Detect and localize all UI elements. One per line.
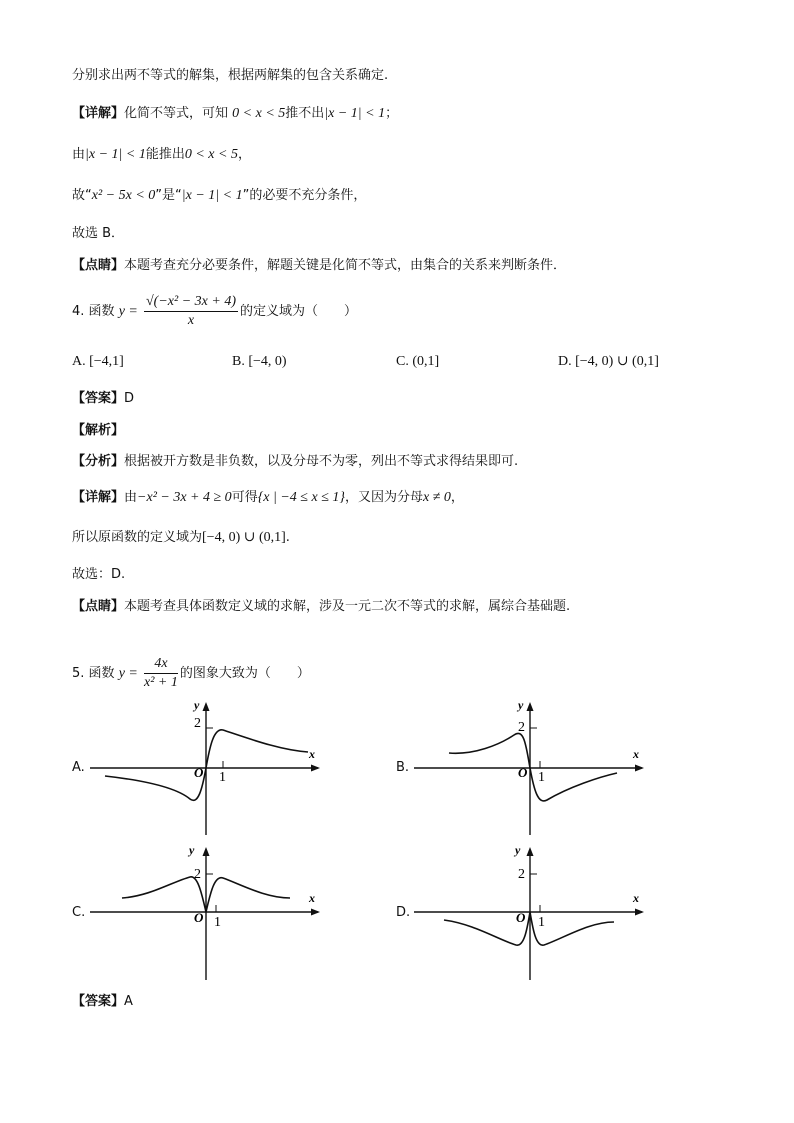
fraction-denominator: x bbox=[187, 313, 195, 328]
graph-b[interactable] bbox=[414, 695, 654, 840]
question-5 bbox=[72, 654, 310, 694]
detail-tag: 【详解】 bbox=[72, 490, 125, 505]
detail-line bbox=[72, 488, 464, 508]
y-axis-label: y bbox=[518, 698, 524, 712]
graph-d[interactable] bbox=[414, 840, 654, 985]
origin-label: O bbox=[194, 910, 204, 925]
x-tick-label: 1 bbox=[214, 915, 221, 930]
graph-c[interactable] bbox=[90, 840, 330, 985]
text-line bbox=[72, 528, 290, 548]
text: ”的必要不充分条件， bbox=[242, 188, 367, 203]
domain: [−4, 0) ∪ (0,1] bbox=[202, 530, 286, 545]
graph-c-label[interactable]: C. bbox=[72, 905, 86, 920]
text: ， bbox=[237, 147, 251, 162]
y-tick-label: 2 bbox=[518, 867, 525, 882]
x-axis-arrow bbox=[311, 909, 320, 916]
text: 可得 bbox=[231, 490, 258, 505]
y-axis-label: y bbox=[194, 698, 200, 712]
x-axis-label: x bbox=[309, 891, 315, 905]
curve bbox=[444, 912, 614, 945]
fraction bbox=[144, 294, 238, 329]
text: 所以原函数的定义域为 bbox=[72, 530, 203, 545]
detail-line bbox=[72, 104, 398, 124]
text: 本题考查具体函数定义域的求解，涉及一元二次不等式的求解，属综合基础题. bbox=[124, 599, 571, 614]
graph-d-label[interactable]: D. bbox=[396, 905, 411, 920]
note-tag: 【点睛】 bbox=[72, 258, 125, 273]
option-a[interactable]: A. [−4,1] bbox=[72, 354, 124, 369]
x-axis-arrow bbox=[311, 765, 320, 772]
answer-value: D bbox=[124, 391, 135, 406]
text: 故“ bbox=[72, 188, 92, 203]
inequality: 0 < x < 5 bbox=[184, 147, 238, 162]
text: 化简不等式，可知 bbox=[124, 106, 229, 121]
text: ， bbox=[450, 490, 464, 505]
text-line bbox=[72, 145, 251, 165]
analysis-text bbox=[72, 452, 518, 472]
text: 由 bbox=[72, 147, 86, 162]
text: ”是“ bbox=[155, 188, 182, 203]
inequality: 0 < x < 5 bbox=[232, 106, 286, 121]
inequality: x ≠ 0 bbox=[423, 490, 451, 505]
note-line bbox=[72, 597, 570, 617]
answer-line bbox=[72, 992, 133, 1012]
fraction bbox=[144, 656, 178, 691]
text: ； bbox=[385, 106, 399, 121]
y-axis-arrow bbox=[527, 847, 534, 856]
option-c[interactable]: C. (0,1] bbox=[396, 354, 440, 369]
inequality: |x − 1| < 1 bbox=[181, 188, 243, 203]
note-line bbox=[72, 256, 566, 276]
fraction-denominator: x² + 1 bbox=[144, 675, 178, 690]
text-line bbox=[72, 186, 366, 206]
detail-tag: 【详解】 bbox=[72, 106, 125, 121]
fenxi-tag: 【分析】 bbox=[72, 454, 125, 469]
question-prefix: 5. 函数 bbox=[72, 666, 115, 681]
y-axis-arrow bbox=[203, 847, 210, 856]
origin-label: O bbox=[518, 765, 528, 780]
function-lhs: y = bbox=[118, 304, 138, 319]
answer-value: A bbox=[124, 994, 133, 1009]
option-d[interactable]: D. [−4, 0) ∪ (0,1] bbox=[558, 354, 659, 369]
inequality: −x² − 3x + 4 ≥ 0 bbox=[137, 490, 232, 505]
fraction-numerator: √(−x² − 3x + 4) bbox=[144, 294, 238, 312]
inequality: x² − 5x < 0 bbox=[91, 188, 156, 203]
y-axis-label: y bbox=[189, 843, 195, 857]
graph-b-label[interactable]: B. bbox=[396, 760, 410, 775]
analysis-line bbox=[72, 421, 124, 441]
option-b[interactable]: B. [−4, 0) bbox=[232, 354, 287, 369]
text-line: 故选：D. bbox=[72, 567, 126, 582]
set: {x | −4 ≤ x ≤ 1} bbox=[257, 490, 345, 505]
text: . bbox=[285, 530, 290, 545]
text-line: 分别求出两不等式的解集，根据两解集的包含关系确定. bbox=[72, 68, 389, 83]
y-tick-label: 2 bbox=[194, 716, 201, 731]
graph-a-label[interactable]: A. bbox=[72, 760, 85, 775]
y-axis-arrow bbox=[527, 702, 534, 711]
answer-tag: 【答案】 bbox=[72, 391, 125, 406]
x-tick-label: 1 bbox=[219, 770, 226, 785]
origin-label: O bbox=[516, 910, 526, 925]
y-tick-label: 2 bbox=[518, 720, 525, 735]
x-axis-label: x bbox=[633, 891, 639, 905]
x-tick-label: 1 bbox=[538, 770, 545, 785]
text-line: 故选 B． bbox=[72, 226, 125, 241]
text: 根据被开方数是非负数，以及分母不为零，列出不等式求得结果即可. bbox=[124, 454, 519, 469]
origin-label: O bbox=[194, 765, 204, 780]
inequality: |x − 1| < 1 bbox=[324, 106, 386, 121]
fraction-numerator: 4x bbox=[144, 656, 178, 674]
curve bbox=[449, 733, 617, 801]
x-axis-arrow bbox=[635, 765, 644, 772]
function-lhs: y = bbox=[118, 666, 138, 681]
text: 能推出 bbox=[145, 147, 185, 162]
question-prefix: 4. 函数 bbox=[72, 304, 115, 319]
x-axis-label: x bbox=[309, 747, 315, 761]
note-tag: 【点睛】 bbox=[72, 599, 125, 614]
answer-line bbox=[72, 389, 134, 409]
y-tick-label: 2 bbox=[194, 867, 201, 882]
text: 本题考查充分必要条件，解题关键是化简不等式，由集合的关系来判断条件． bbox=[124, 258, 567, 273]
text: 由 bbox=[124, 490, 138, 505]
x-tick-label: 1 bbox=[538, 915, 545, 930]
text: ，又因为分母 bbox=[345, 490, 424, 505]
question-suffix: 的定义域为（ ） bbox=[239, 304, 357, 319]
question-4 bbox=[72, 292, 357, 332]
analysis-tag: 【解析】 bbox=[72, 423, 125, 438]
inequality: |x − 1| < 1 bbox=[85, 147, 146, 162]
text: 推不出 bbox=[285, 106, 325, 121]
x-axis-arrow bbox=[635, 909, 644, 916]
x-axis-label: x bbox=[633, 747, 639, 761]
y-axis-label: y bbox=[515, 843, 521, 857]
y-axis-arrow bbox=[203, 702, 210, 711]
graph-a[interactable] bbox=[90, 695, 330, 840]
answer-tag: 【答案】 bbox=[72, 994, 125, 1009]
question-suffix: 的图象大致为（ ） bbox=[179, 666, 310, 681]
